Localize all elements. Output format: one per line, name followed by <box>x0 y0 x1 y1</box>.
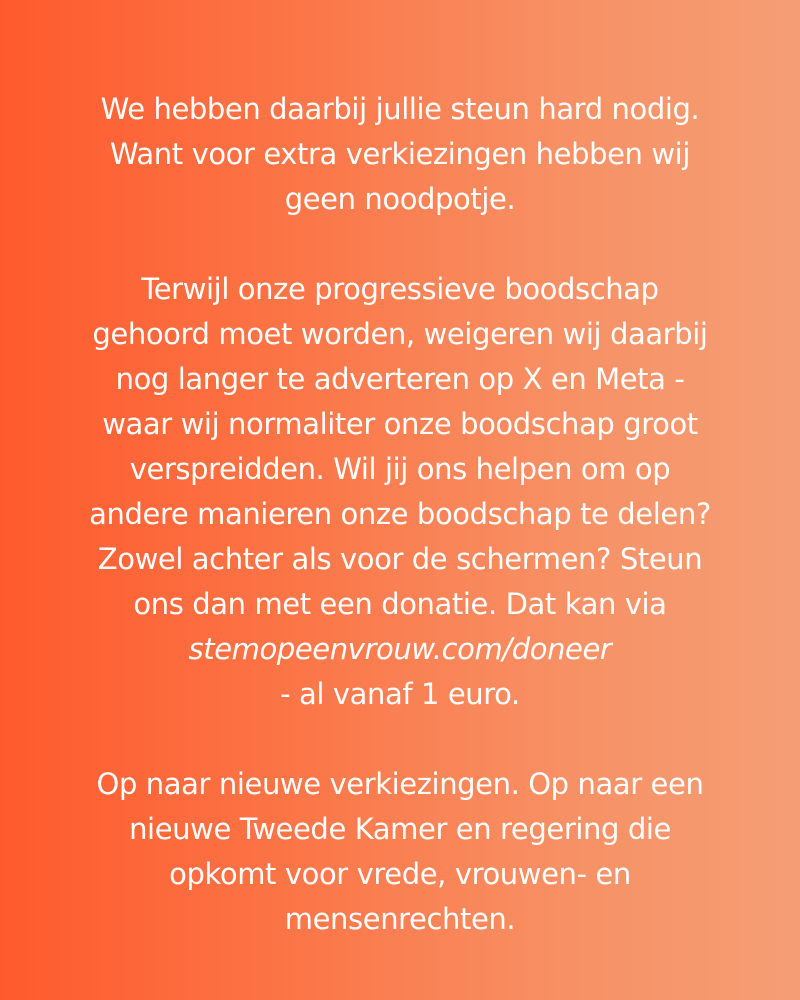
paragraph-spacer <box>0 222 800 267</box>
donation-link-text: stemopeenvrouw.com/doneer <box>188 632 612 666</box>
text-line: opkomt voor vrede, vrouwen- en <box>169 857 631 891</box>
text-line: ons dan met een donatie. Dat kan via <box>133 587 667 621</box>
paragraph-donation <box>0 267 800 717</box>
text-line: mensenrechten. <box>284 902 516 936</box>
post-text <box>0 87 800 942</box>
paragraph-closing <box>0 762 800 942</box>
paragraph-spacer <box>0 717 800 762</box>
text-line: We hebben daarbij jullie steun hard nodig. <box>100 92 700 126</box>
text-line: nog langer te adverteren op X en Meta - <box>115 362 685 396</box>
text-line: geen noodpotje. <box>284 182 516 216</box>
text-line: Op naar nieuwe verkiezingen. Op naar een <box>96 767 704 801</box>
text-line: gehoord moet worden, weigeren wij daarbij <box>92 317 708 351</box>
text-line: nieuwe Tweede Kamer en regering die <box>129 812 671 846</box>
text-line: - al vanaf 1 euro. <box>280 677 520 711</box>
text-line: Terwijl onze progressieve boodschap <box>141 272 659 306</box>
text-line: waar wij normaliter onze boodschap groot <box>102 407 698 441</box>
text-line: Zowel achter als voor de schermen? Steun <box>97 542 703 576</box>
text-line: verspreidden. Wil jij ons helpen om op <box>129 452 671 486</box>
text-line: andere manieren onze boodschap te delen? <box>89 497 711 531</box>
paragraph-support <box>0 87 800 222</box>
text-line: Want voor extra verkiezingen hebben wij <box>110 137 690 171</box>
